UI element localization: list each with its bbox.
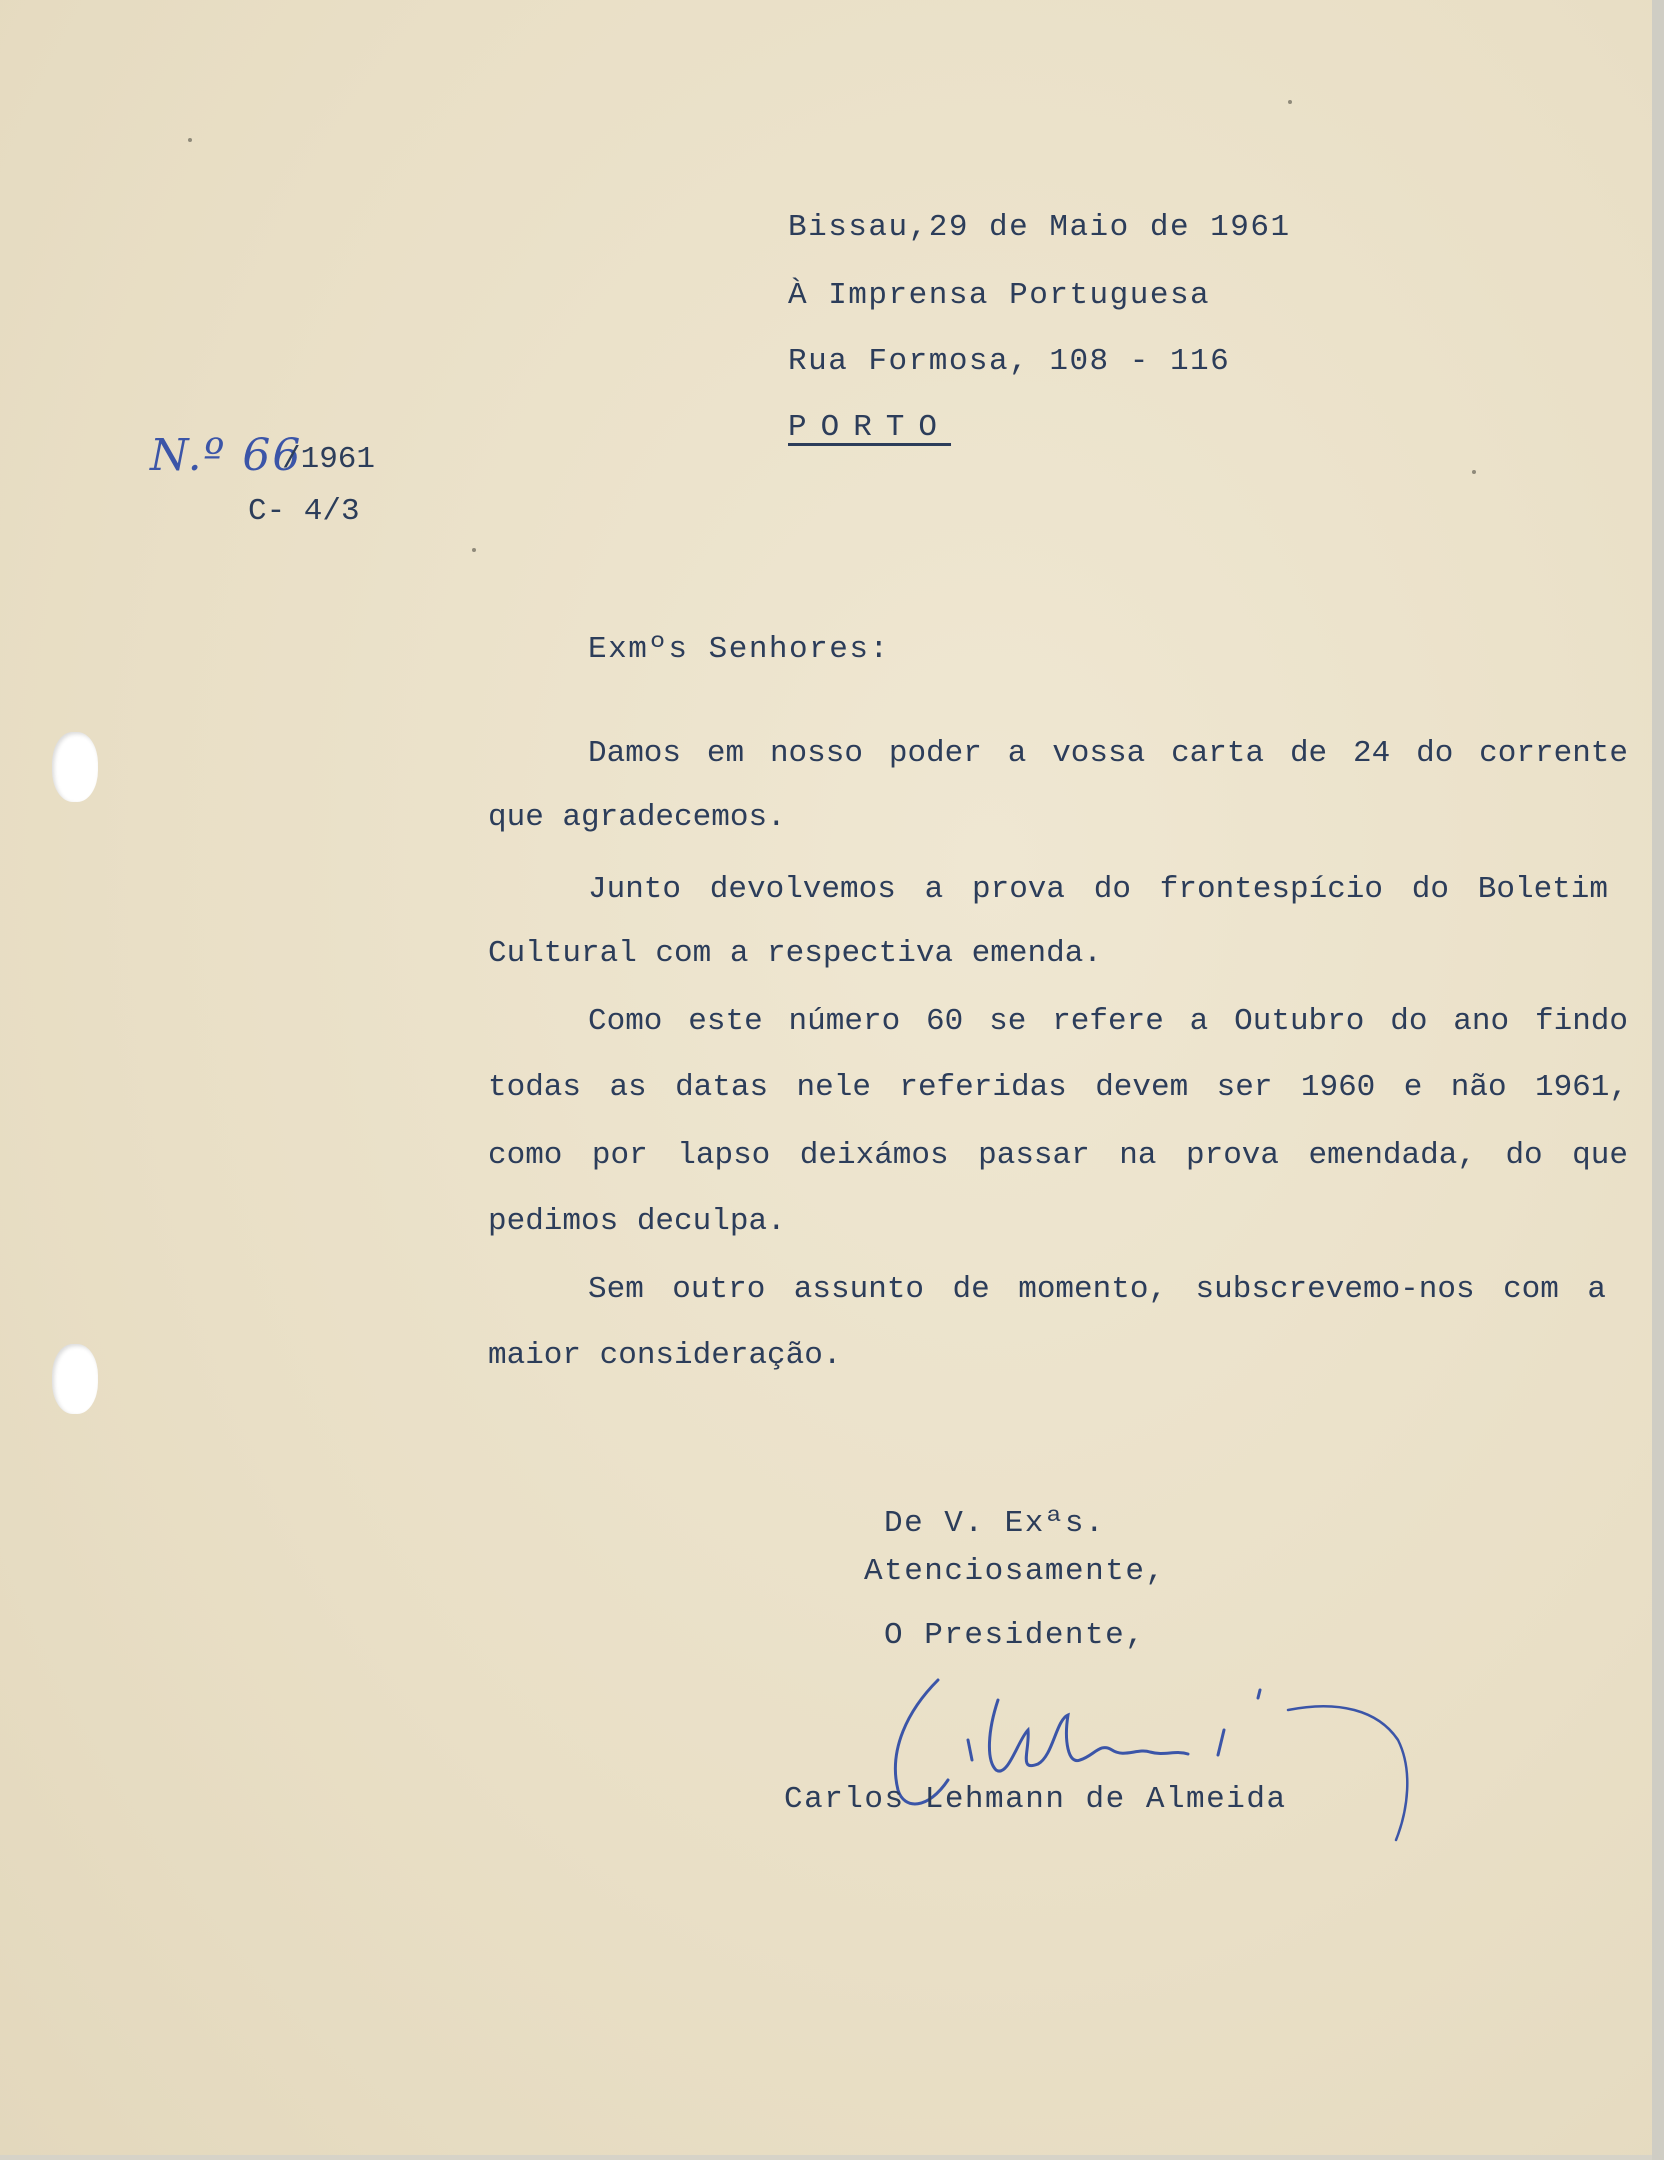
body-line: Cultural com a respectiva emenda. <box>488 936 1102 971</box>
recipient-city: PORTO <box>788 410 952 445</box>
closing-line-2: Atenciosamente, <box>864 1554 1166 1589</box>
scan-edge <box>1652 0 1664 2160</box>
signatory-name: Carlos Lehmann de Almeida <box>784 1782 1287 1817</box>
body-line: todas as datas nele referidas devem ser 1960 e não 1961, <box>488 1070 1628 1105</box>
handwritten-signature <box>868 1660 1428 1850</box>
recipient-name: À Imprensa Portuguesa <box>788 278 1211 313</box>
body-line: Sem outro assunto de momento, subscrevemo-nos com a <box>588 1272 1606 1307</box>
recipient-street: Rua Formosa, 108 - 116 <box>788 344 1231 379</box>
reference-classification: C- 4/3 <box>248 494 360 529</box>
body-line: como por lapso deixámos passar na prova emendada, do que <box>488 1138 1628 1173</box>
body-line: Como este número 60 se refere a Outubro do ano findo <box>588 1004 1628 1039</box>
body-line: Damos em nosso poder a vossa carta de 24 do corrente <box>588 736 1628 771</box>
reference-year: /1961 <box>282 442 376 477</box>
place-date: Bissau,29 de Maio de 1961 <box>788 210 1291 245</box>
body-line: pedimos deculpa. <box>488 1204 786 1239</box>
punch-hole-top <box>52 732 98 802</box>
paper-speck <box>1472 470 1476 474</box>
paper-speck <box>188 138 192 142</box>
paper-speck <box>472 548 476 552</box>
closing-line-1: De V. Exªs. <box>884 1506 1106 1541</box>
closing-line-3: O Presidente, <box>884 1618 1146 1653</box>
body-line: maior consideração. <box>488 1338 842 1373</box>
body-line: que agradecemos. <box>488 800 786 835</box>
salutation: Exmºs Senhores: <box>588 632 890 667</box>
body-line: Junto devolvemos a prova do frontespício do Boletim <box>588 872 1608 907</box>
punch-hole-bottom <box>52 1344 98 1414</box>
paper-speck <box>1288 100 1292 104</box>
reference-number-handwritten: N.º 66 <box>150 430 303 481</box>
